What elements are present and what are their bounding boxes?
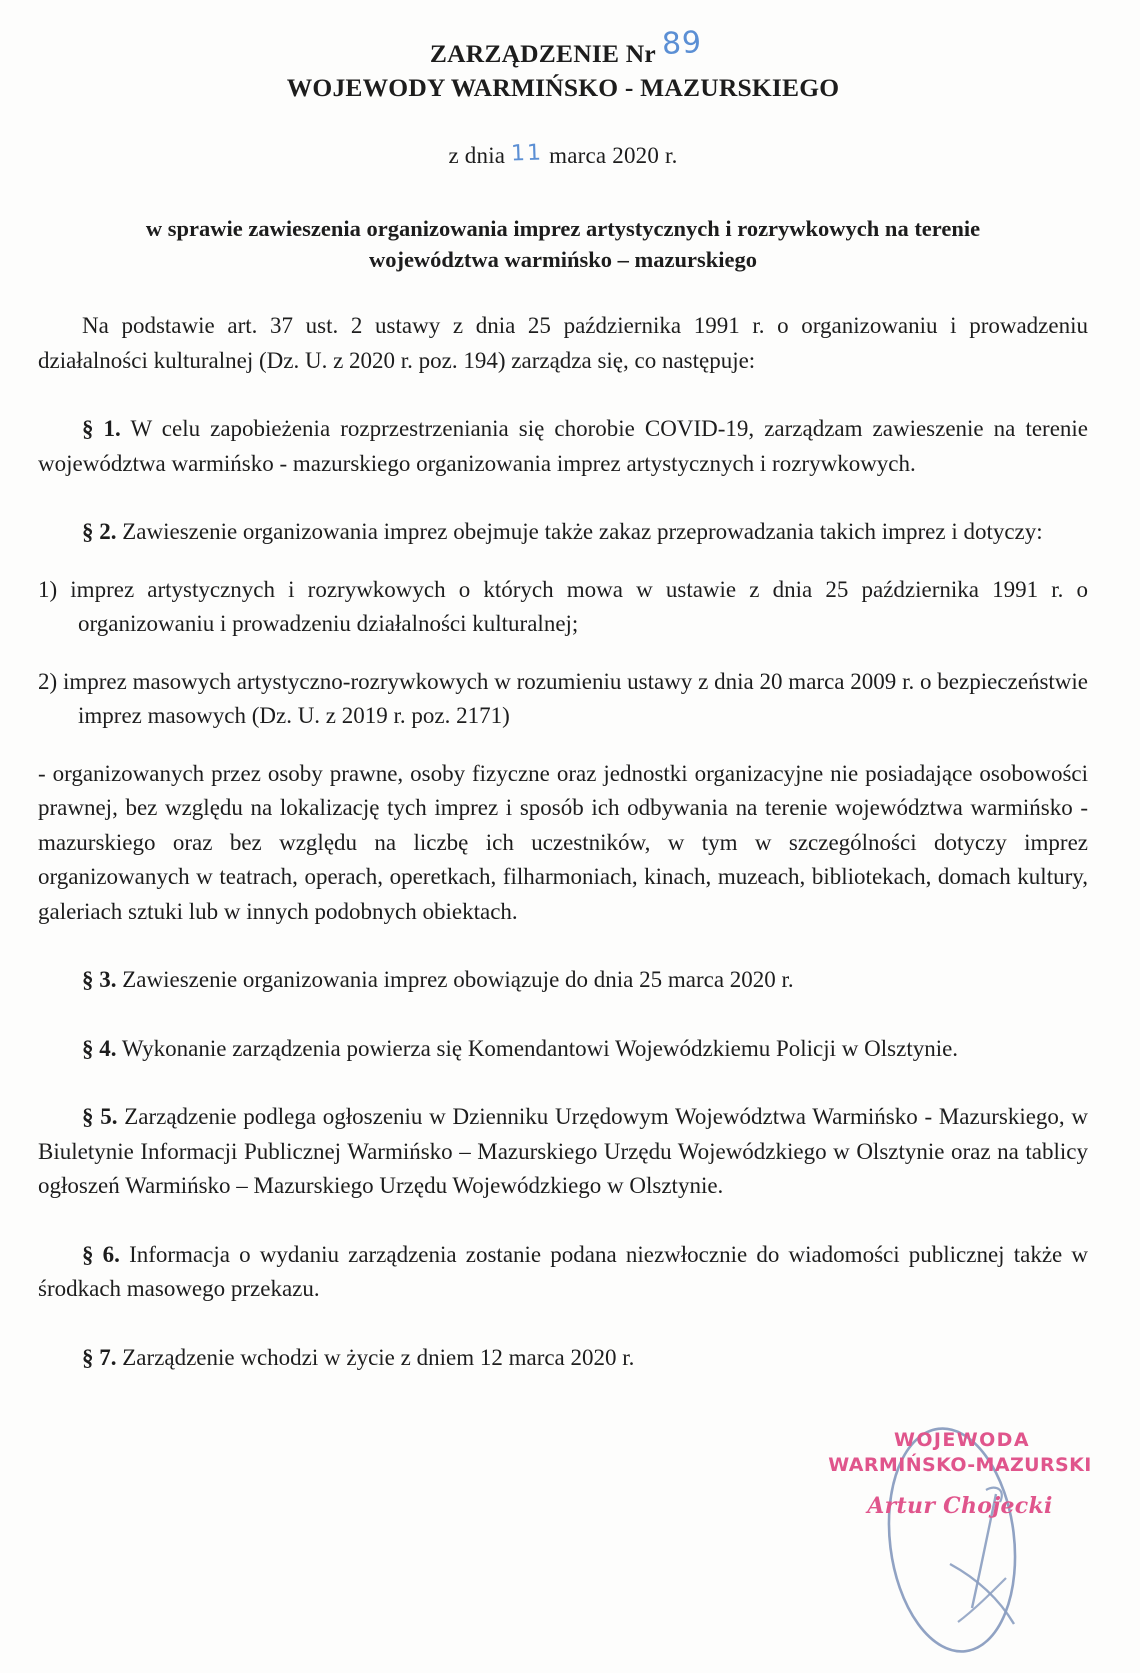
subject-heading [34, 213, 1092, 275]
section-5 [38, 1100, 1088, 1204]
section-1 [38, 412, 1088, 481]
document-title [34, 24, 1092, 105]
stamp-signer-name: Artur Chojecki [867, 1493, 1053, 1520]
title-line-two: WOJEWODY WARMIŃSKO - MAZURSKIEGO [286, 73, 840, 102]
date-suffix: marca 2020 r. [549, 143, 678, 168]
section-2 [38, 515, 1088, 550]
section-2-item-2: 2) imprez masowych artystyczno-rozrywkowych w rozumieniu ustawy z dnia 20 marca 2009 r. o bezpieczeństwie imprez masowych (Dz. U. z 2019 r. poz. 2171) [38, 668, 1088, 728]
section-3-text: Zawieszenie organizowania imprez obowiązuje do dnia 25 marca 2020 r. [122, 967, 794, 992]
handwritten-signature-icon [800, 1372, 1120, 1672]
issue-date-line [34, 140, 1092, 169]
section-4-text: Wykonanie zarządzenia powierza się Komendantowi Wojewódzkiemu Policji w Olsztynie. [121, 1035, 959, 1061]
section-6-mark: § 6. [82, 1241, 120, 1267]
stamp-role-line-one: WOJEWODA [894, 1429, 1030, 1451]
stamp-role-line-two: WARMIŃSKO-MAZURSKI [828, 1454, 1092, 1477]
section-2-mark: § 2. [82, 519, 117, 544]
section-7-mark: § 7. [82, 1344, 117, 1370]
section-5-text: Zarządzenie podlega ogłoszeniu w Dzienniku Urzędowym Województwa Warmińsko - Mazurskiego, w Biuletynie Informacji Publicznej Warmińsko – Mazurskiego Urzędu Wojewódzkiego w Olsztynie oraz na tablicy ogłoszeń Warmińsko – Mazurskiego Urzędu Wojewódzkiego w Olsztynie. [38, 1104, 1088, 1198]
section-1-mark: § 1. [82, 416, 121, 441]
signature-block [800, 1372, 1120, 1672]
section-7 [38, 1341, 1088, 1376]
ordinance-number-handwritten: 89 [660, 24, 703, 63]
date-prefix: z dnia [448, 143, 506, 168]
title-prefix: ZARZĄDZENIE Nr [429, 39, 656, 68]
issue-day-handwritten: 11 [510, 140, 544, 167]
subject-line-one: w sprawie zawieszenia organizowania imprez artystycznych i rozrywkowych na terenie [145, 216, 981, 241]
section-2-closing: - organizowanych przez osoby prawne, osoby fizyczne oraz jednostki organizacyjne nie posiadające osobowości prawnej, bez względu na lokalizację tych imprez i sposób ich odbywania na terenie województwa warmińsko - mazurskiego oraz bez względu na liczbę ich uczestników, w tym w szczególności dotyczy imprez organizowanych w teatrach, operach, operetkach, filharmoniach, kinach, muzeach, bibliotekach, domach kultury, galeriach sztuki lub w innych podobnych obiektach. [38, 760, 1088, 924]
official-stamp [800, 1428, 1120, 1521]
section-4 [38, 1032, 1088, 1067]
legal-basis-paragraph: Na podstawie art. 37 ust. 2 ustawy z dnia 25 października 1991 r. o organizowaniu i prowadzeniu działalności kulturalnej (Dz. U. z 2020 r. poz. 194) zarządza się, co następuje: [38, 313, 1088, 373]
section-2-item-1: 1) imprez artystycznych i rozrywkowych o których mowa w ustawie z dnia 25 października 1991 r. o organizowaniu i prowadzeniu działalności kulturalnej; [38, 576, 1088, 636]
section-2-text: Zawieszenie organizowania imprez obejmuje także zakaz przeprowadzania takich imprez i dotyczy: [122, 519, 1043, 544]
subject-line-two: województwa warmińsko – mazurskiego [368, 247, 758, 272]
section-1-text: W celu zapobieżenia rozprzestrzeniania się chorobie COVID-19, zarządzam zawieszenie na terenie województwa warmińsko - mazurskiego organizowania imprez artystycznych i rozrywkowych. [38, 416, 1089, 476]
section-3-mark: § 3. [82, 967, 117, 992]
ordinance-text [38, 309, 1088, 1375]
section-5-mark: § 5. [82, 1104, 118, 1129]
section-6-text: Informacja o wydaniu zarządzenia zostanie podana niezwłocznie do wiadomości publicznej także w środkach masowego przekazu. [38, 1241, 1088, 1301]
section-4-mark: § 4. [82, 1035, 117, 1061]
section-6 [38, 1238, 1088, 1307]
section-3 [38, 963, 1088, 998]
title-line-one [34, 24, 1092, 71]
section-7-text: Zarządzenie wchodzi w życie z dniem 12 marca 2020 r. [122, 1344, 635, 1370]
